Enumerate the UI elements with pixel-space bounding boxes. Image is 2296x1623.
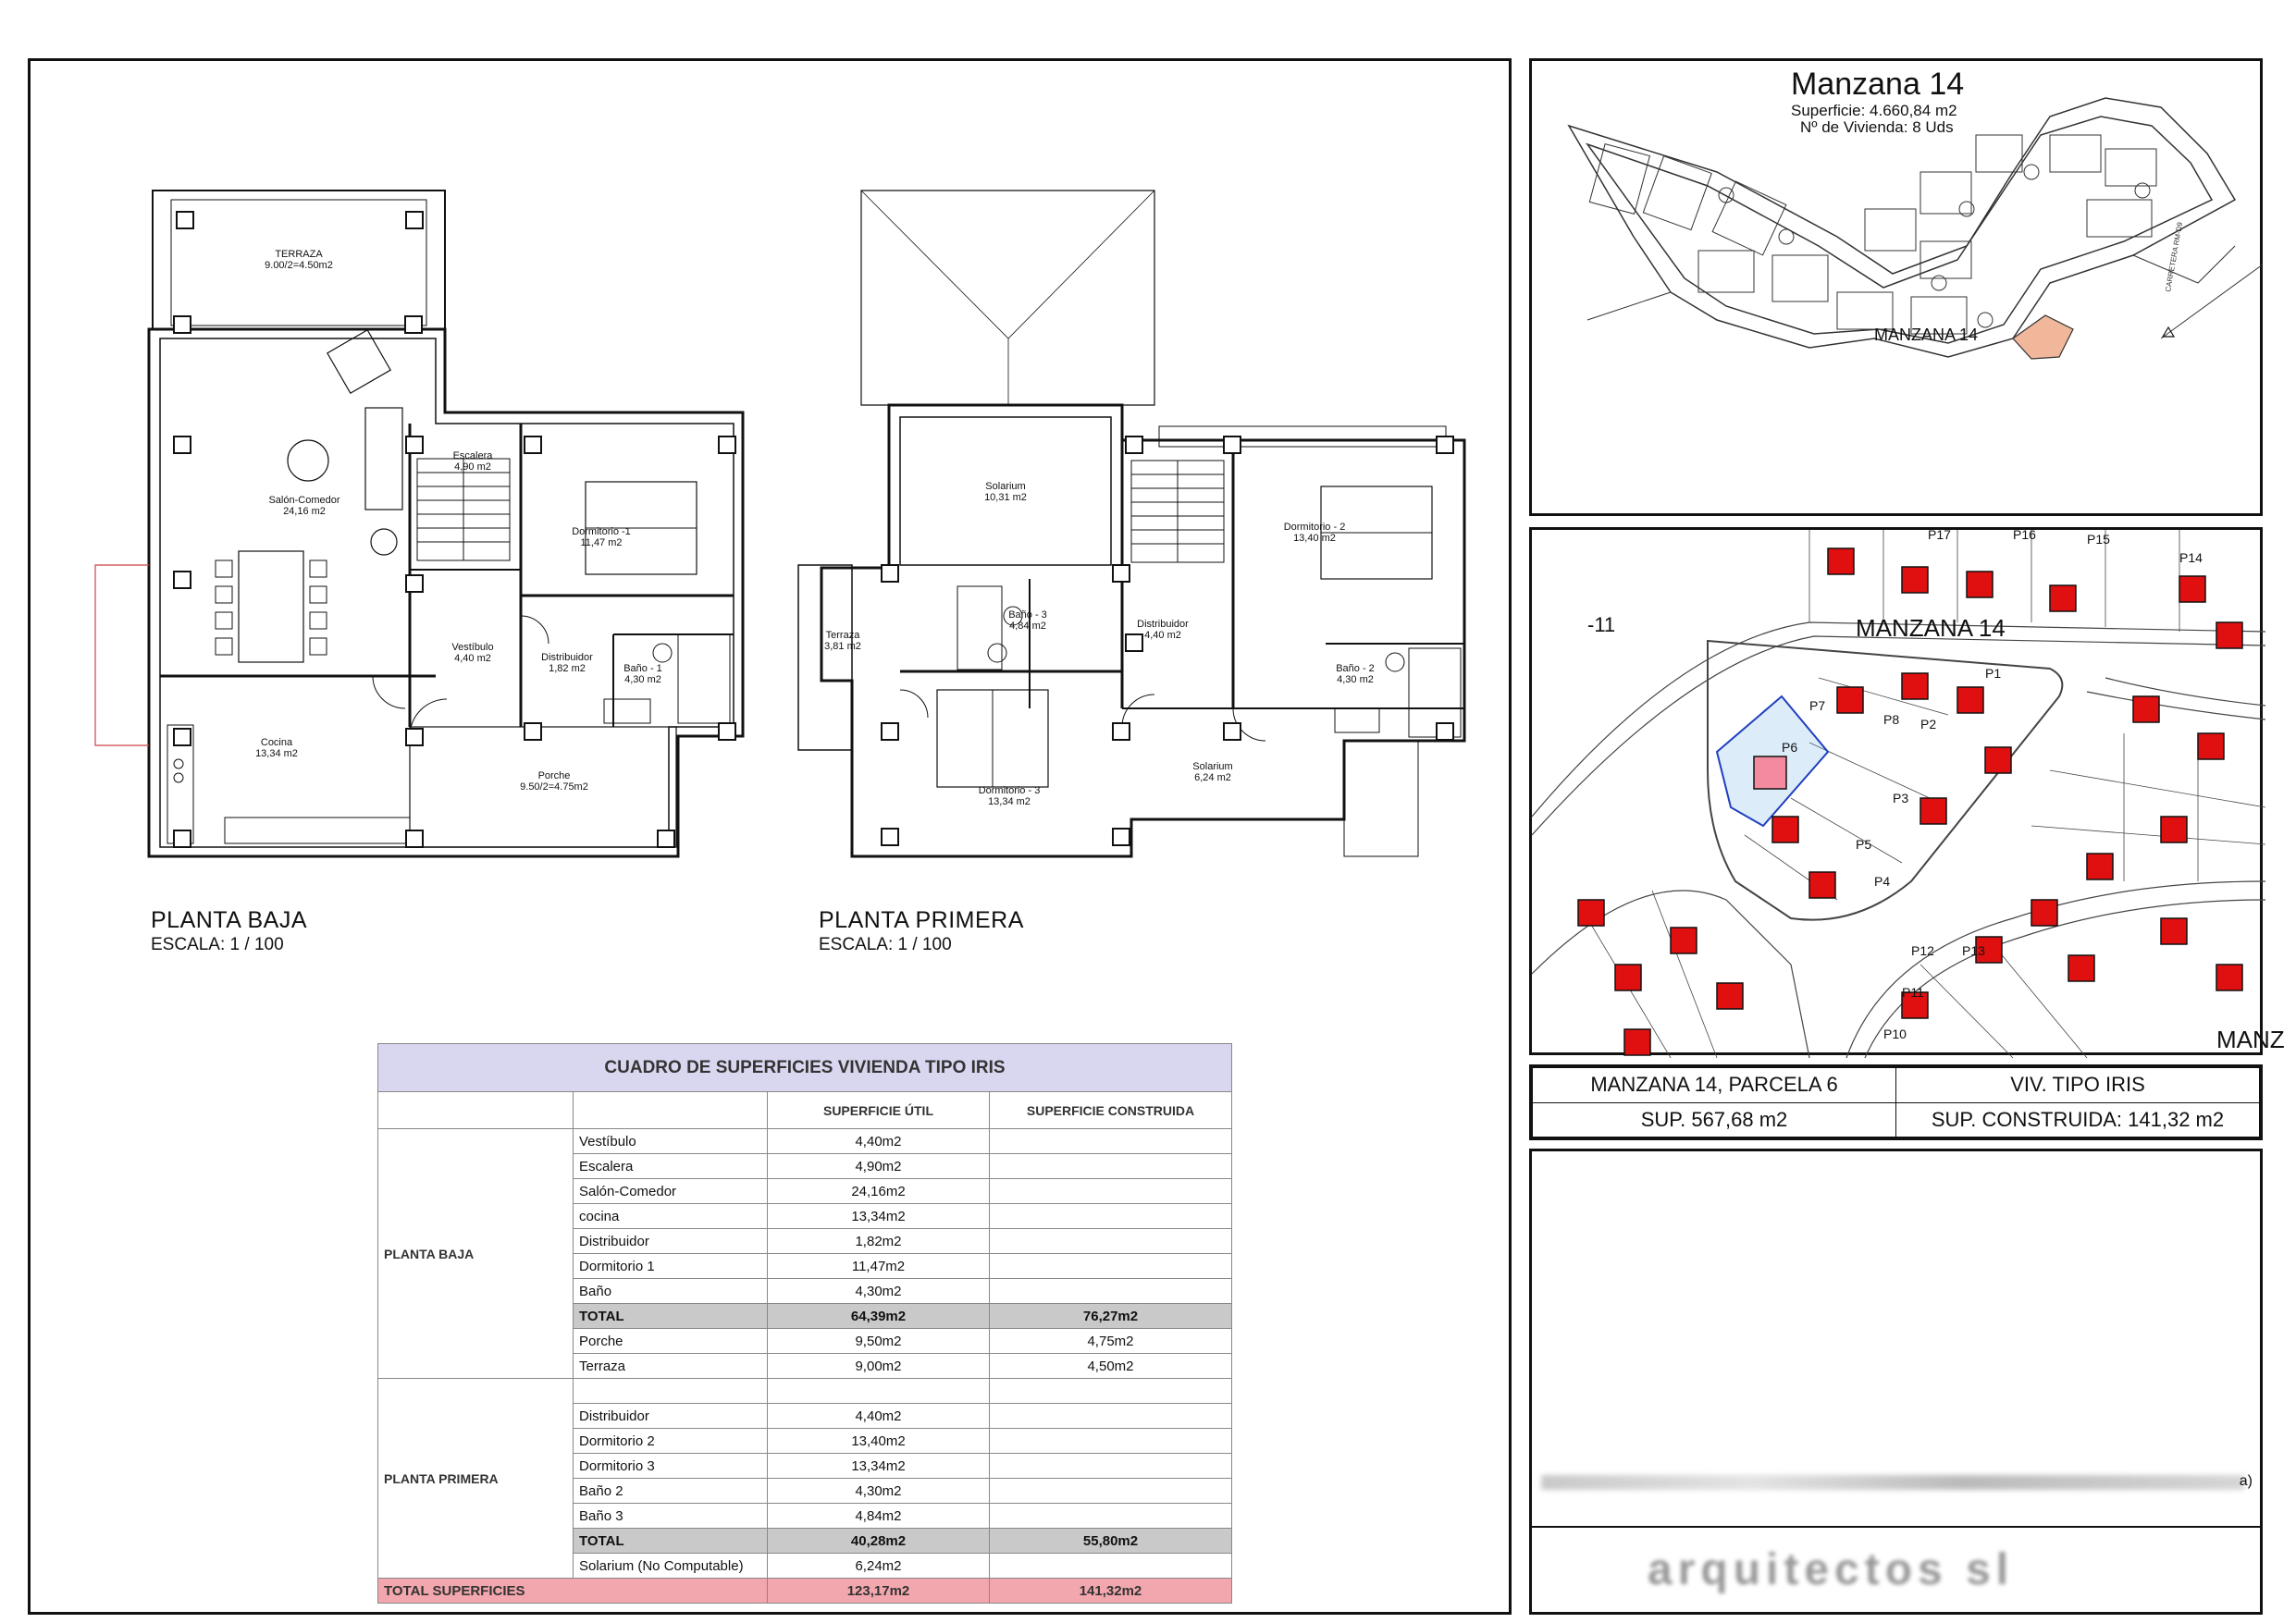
cell-room: Solarium (No Computable) [574, 1554, 768, 1579]
dwelling-type: VIV. TIPO IRIS [1896, 1068, 2260, 1103]
room-terraza-area: 9.00/2=4.50m2 [265, 260, 333, 271]
cell-util: 4,40m2 [768, 1129, 990, 1154]
cell-room: Vestíbulo [574, 1129, 768, 1154]
room-bano2-area: 4,30 m2 [1337, 674, 1374, 685]
room-terraza-name-ff: Terraza [825, 630, 860, 641]
cell-construida: 4,75m2 [990, 1329, 1232, 1354]
surfaces-table [377, 1043, 1232, 1604]
col-construida-header: SUPERFICIE CONSTRUIDA [990, 1092, 1232, 1129]
plot-edge-label-right: MANZ [2216, 1026, 2285, 1053]
cell-construida [990, 1454, 1232, 1479]
room-salon-name: Salón-Comedor [268, 495, 340, 506]
room-cocina-area: 13,34 m2 [255, 748, 298, 759]
plot-block-label: MANZANA 14 [1856, 614, 2006, 642]
parcel-label: P17 [1928, 527, 1951, 542]
cell-construida [990, 1404, 1232, 1429]
surfaces-table-title: CUADRO DE SUPERFICIES VIVIENDA TIPO IRIS [378, 1044, 1232, 1092]
room-dormitorio1-area: 11,47 m2 [580, 537, 623, 548]
cell-construida: 55,80m2 [990, 1529, 1232, 1554]
room-distribuidor-area-ff: 4,40 m2 [1144, 630, 1181, 641]
cell-construida [990, 1154, 1232, 1179]
room-distribuidor-area: 1,82 m2 [549, 663, 586, 674]
room-vestibulo-name: Vestíbulo [451, 642, 494, 653]
cell-room: Baño [574, 1279, 768, 1304]
surfaces-row [378, 1379, 1232, 1404]
parcel-info-box [1529, 1064, 2263, 1140]
cell-construida [990, 1279, 1232, 1304]
cell-util: 13,34m2 [768, 1204, 990, 1229]
cell-util: 64,39m2 [768, 1304, 990, 1329]
room-porche-name: Porche [537, 770, 571, 781]
cell-room: Distribuidor [574, 1229, 768, 1254]
cell-construida [990, 1254, 1232, 1279]
cell-room [574, 1379, 768, 1404]
blurred-address-line [1541, 1475, 2244, 1490]
cell-room: TOTAL [574, 1529, 768, 1554]
parcel-info-table [1532, 1067, 2260, 1137]
cell-room: Terraza [574, 1354, 768, 1379]
firm-name: arquitectos sl [1648, 1545, 2015, 1594]
map-title: Manzana 14 [1791, 67, 1965, 102]
parcel-label: P2 [1920, 717, 1937, 732]
room-distribuidor-name-ff: Distribuidor [1137, 619, 1189, 630]
group-name: PLANTA PRIMERA [378, 1379, 574, 1579]
grand-total-label: TOTAL SUPERFICIES [378, 1579, 768, 1604]
grand-total-util: 123,17m2 [768, 1579, 990, 1604]
plot-surface: SUP. 567,68 m2 [1533, 1102, 1896, 1137]
parcel-label: P12 [1911, 943, 1934, 958]
cell-util: 4,30m2 [768, 1279, 990, 1304]
cell-util: 4,84m2 [768, 1504, 990, 1529]
cell-room: Dormitorio 2 [574, 1429, 768, 1454]
room-solarium2-area: 6,24 m2 [1194, 772, 1231, 783]
cell-construida [990, 1554, 1232, 1579]
cell-construida [990, 1129, 1232, 1154]
map-dwellings: Nº de Vivienda: 8 Uds [1800, 118, 1954, 136]
room-dormitorio3-name: Dormitorio - 3 [978, 785, 1041, 796]
room-escalera-area: 4,90 m2 [454, 461, 491, 473]
parcel-label: P13 [1962, 943, 1985, 958]
built-surface: SUP. CONSTRUIDA: 141,32 m2 [1896, 1102, 2260, 1137]
ground-floor-title: PLANTA BAJA [151, 907, 307, 933]
first-floor-title: PLANTA PRIMERA [819, 907, 1024, 933]
cell-construida: 76,27m2 [990, 1304, 1232, 1329]
room-bano1-name: Baño - 1 [623, 663, 662, 674]
parcel-label: P1 [1985, 666, 2002, 681]
cell-room: Distribuidor [574, 1404, 768, 1429]
cell-util: 4,40m2 [768, 1404, 990, 1429]
parcel-label: P7 [1809, 698, 1826, 713]
cell-room: Porche [574, 1329, 768, 1354]
plot-edge-label-left: -11 [1587, 613, 1616, 636]
cell-util: 1,82m2 [768, 1229, 990, 1254]
parcel-label: P3 [1893, 791, 1909, 805]
room-dormitorio1-name: Dormitorio -1 [572, 526, 631, 537]
cell-util: 4,90m2 [768, 1154, 990, 1179]
cell-construida [990, 1179, 1232, 1204]
cell-construida [990, 1379, 1232, 1404]
first-floor-plan [798, 191, 1464, 856]
room-distribuidor-name: Distribuidor [541, 652, 593, 663]
cell-room: TOTAL [574, 1304, 768, 1329]
first-floor-scale: ESCALA: 1 / 100 [819, 935, 952, 954]
room-salon-area: 24,16 m2 [283, 506, 326, 517]
room-terraza-name: TERRAZA [275, 249, 323, 260]
room-dormitorio3-area: 13,34 m2 [988, 796, 1031, 807]
room-solarium1-area: 10,31 m2 [984, 492, 1027, 503]
cell-util: 24,16m2 [768, 1179, 990, 1204]
room-solarium2-name: Solarium [1192, 761, 1233, 772]
cell-room: Baño 3 [574, 1504, 768, 1529]
parcel-id: MANZANA 14, PARCELA 6 [1533, 1068, 1896, 1103]
cell-util [768, 1379, 990, 1404]
cell-room: Escalera [574, 1154, 768, 1179]
room-bano3-area: 4,84 m2 [1009, 621, 1046, 632]
manzana-14-highlight [2013, 315, 2073, 359]
group-name: PLANTA BAJA [378, 1129, 574, 1379]
cell-util: 11,47m2 [768, 1254, 990, 1279]
cell-room: Dormitorio 1 [574, 1254, 768, 1279]
parcel-label: P11 [1902, 985, 1924, 1000]
cell-room: Dormitorio 3 [574, 1454, 768, 1479]
room-terraza-area-ff: 3,81 m2 [824, 641, 861, 652]
parcel-label: P14 [2179, 550, 2203, 565]
north-arrow-icon [2163, 327, 2174, 337]
cell-util: 6,24m2 [768, 1554, 990, 1579]
room-escalera-name: Escalera [452, 450, 493, 461]
room-porche-area: 9.50/2=4.75m2 [520, 781, 588, 793]
parcel-label: P4 [1874, 874, 1891, 889]
room-bano3-name: Baño - 3 [1008, 609, 1047, 621]
room-cocina-name: Cocina [260, 737, 293, 748]
cell-util: 9,50m2 [768, 1329, 990, 1354]
parcel-label: P8 [1883, 712, 1900, 727]
map-block-label: MANZANA 14 [1874, 326, 1979, 344]
drawing-sheet [28, 58, 1512, 1615]
cell-construida [990, 1504, 1232, 1529]
room-vestibulo-area: 4,40 m2 [454, 653, 491, 664]
cell-util: 13,40m2 [768, 1429, 990, 1454]
parcel-label: P10 [1883, 1027, 1907, 1041]
room-dormitorio2-area: 13,40 m2 [1293, 533, 1336, 544]
map-surface: Superficie: 4.660,84 m2 [1791, 102, 1957, 119]
cell-room: Baño 2 [574, 1479, 768, 1504]
room-solarium1-name: Solarium [985, 481, 1026, 492]
grand-total-row [378, 1579, 1232, 1604]
parcel-label: P16 [2013, 527, 2036, 542]
parcel-label: P15 [2087, 532, 2110, 547]
parcel-labels [1782, 527, 2203, 1041]
cell-util: 40,28m2 [768, 1529, 990, 1554]
cell-construida [990, 1229, 1232, 1254]
roof-hatch [861, 191, 1154, 405]
site-map-drawing [1532, 61, 2265, 519]
stamp-divider [1532, 1526, 2260, 1528]
urbanization-map [1529, 58, 2263, 516]
parcel-label: P5 [1856, 837, 1872, 852]
cell-util: 9,00m2 [768, 1354, 990, 1379]
surfaces-row [378, 1129, 1232, 1154]
cell-room: Salón-Comedor [574, 1179, 768, 1204]
cell-util: 4,30m2 [768, 1479, 990, 1504]
parcel-plan-drawing [1532, 527, 2285, 1058]
map-road-label: CARRETERA RM-D9 [2164, 221, 2185, 293]
architect-stamp [1529, 1149, 2263, 1615]
stamp-suffix: a) [2239, 1473, 2253, 1489]
cell-construida [990, 1204, 1232, 1229]
cell-room: cocina [574, 1204, 768, 1229]
cell-construida [990, 1429, 1232, 1454]
parcel-plan [1529, 527, 2285, 1055]
ground-floor-scale: ESCALA: 1 / 100 [151, 935, 284, 954]
col-util-header: SUPERFICIE ÚTIL [768, 1092, 990, 1129]
surfaces-table-body [378, 1044, 1232, 1604]
room-bano2-name: Baño - 2 [1336, 663, 1375, 674]
ground-floor-plan [95, 191, 743, 856]
grand-total-construida: 141,32m2 [990, 1579, 1232, 1604]
parcel-label: P6 [1782, 740, 1798, 755]
first-floor-room-labels [824, 481, 1375, 807]
cell-construida: 4,50m2 [990, 1354, 1232, 1379]
room-bano1-area: 4,30 m2 [624, 674, 661, 685]
room-dormitorio2-name: Dormitorio - 2 [1283, 522, 1346, 533]
cell-construida [990, 1479, 1232, 1504]
cell-util: 13,34m2 [768, 1454, 990, 1479]
